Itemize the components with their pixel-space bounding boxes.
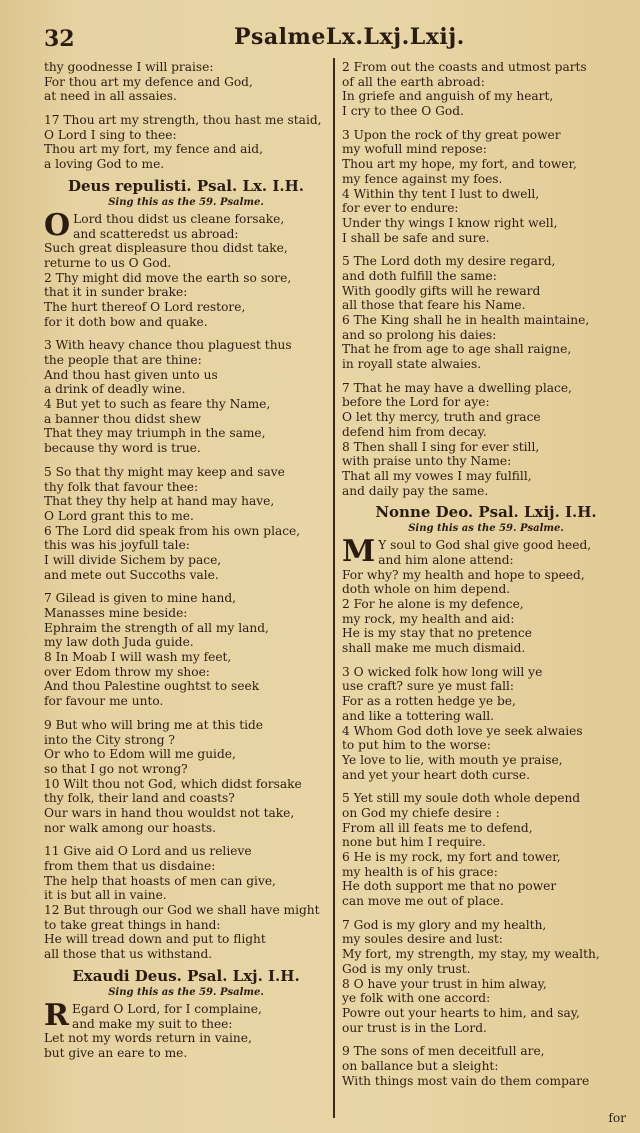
- verse-line: [44, 665, 328, 680]
- verse-line: [342, 298, 630, 313]
- verse-line: [44, 859, 328, 874]
- verse-text: of all the earth abroad:: [342, 74, 485, 89]
- verse-line: [44, 918, 328, 933]
- verse-line: [342, 1021, 630, 1036]
- verse-text: Powre out your hearts to him, and say,: [342, 1005, 580, 1020]
- verse-text: our trust is in the Lord.: [342, 1020, 487, 1035]
- verse-text: That he from age to age shall raigne,: [342, 342, 572, 357]
- verse-line: [342, 425, 630, 440]
- stanza-gap: [44, 329, 328, 338]
- verse-text: 8 In Moab I will wash my feet,: [44, 650, 232, 665]
- verse-line: [342, 410, 630, 425]
- verse-text: 3 With heavy chance thou plaguest thus: [44, 338, 292, 353]
- verse-text: thy folk that favour thee:: [44, 479, 199, 494]
- verse-text: my health is of his grace:: [342, 864, 498, 879]
- verse-text: defend him from decay.: [342, 424, 487, 439]
- verse-text: but give an eare to me.: [44, 1045, 188, 1060]
- verse-text: And thou hast given unto us: [44, 367, 218, 382]
- stanza-gap: [44, 104, 328, 113]
- verse-line: [342, 724, 630, 739]
- verse-line: [342, 806, 630, 821]
- verse-text: before the Lord for aye:: [342, 395, 490, 410]
- verse-line: [44, 844, 328, 859]
- verse-text: shall make me much dismaid.: [342, 641, 526, 656]
- verse-line: [44, 465, 328, 480]
- verse-line: [44, 509, 328, 524]
- verse-text: 6 He is my rock, my fort and tower,: [342, 850, 561, 864]
- verse-text: 11 Give aid O Lord and us relieve: [44, 844, 252, 859]
- verse-line: [44, 157, 328, 172]
- verse-line: [342, 977, 630, 992]
- stanza-gap: [342, 119, 630, 128]
- verse-line: [342, 991, 630, 1006]
- verse-line: [342, 835, 630, 850]
- verse-text: The hurt thereof O Lord restore,: [44, 299, 246, 314]
- verse-line: [44, 947, 328, 962]
- verse-text: my wofull mind repose:: [342, 142, 487, 157]
- psalm-title: Deus repulisti. Psal. Lx. I.H.: [67, 176, 305, 195]
- verse-text: that it in sunder brake:: [44, 285, 188, 300]
- verse-text: and make my suit to thee:: [71, 1016, 233, 1031]
- verse-text: With goodly gifts will he reward: [342, 283, 541, 298]
- stanza-gap: [44, 709, 328, 718]
- verse-line: [342, 216, 630, 231]
- page-header: [44, 20, 624, 56]
- stanza-gap: [342, 1035, 630, 1044]
- verse-text: 8 Then shall I sing for ever still,: [342, 439, 540, 454]
- verse-text: From all ill feats me to defend,: [342, 820, 533, 835]
- verse-line: [44, 241, 328, 256]
- verse-line: [342, 641, 630, 656]
- column-divider: [333, 58, 335, 1118]
- verse-line: [44, 412, 328, 427]
- drop-capital: O: [44, 207, 71, 243]
- verse-line: [44, 128, 328, 143]
- verse-text: Ye love to lie, with mouth ye praise,: [342, 752, 563, 767]
- verse-line: [342, 342, 630, 357]
- stanza-gap: [342, 656, 630, 665]
- verse-line: [44, 791, 328, 806]
- verse-line: [44, 256, 328, 271]
- verse-text: 17 Thou art my strength, thou hast me staid,: [44, 113, 322, 128]
- verse-text: 6 The King shall he in health maintaine,: [342, 313, 590, 327]
- verse-text: and like a tottering wall.: [342, 708, 495, 723]
- verse-line: [342, 768, 630, 783]
- verse-text: in royall state alwaies.: [342, 357, 482, 372]
- verse-line: [342, 879, 630, 894]
- verse-text: Thou art my fort, my fence and aid,: [44, 142, 263, 157]
- stanza-gap: [342, 909, 630, 918]
- verse-line: [342, 440, 630, 455]
- verse-text: and mete out Succoths vale.: [44, 567, 219, 582]
- verse-text: O Lord grant this to me.: [44, 508, 194, 523]
- right-column: [342, 60, 630, 1088]
- verse-text: 7 Gilead is given to mine hand,: [44, 591, 237, 606]
- verse-line: [44, 650, 328, 665]
- verse-line: [342, 597, 630, 612]
- verse-line: [44, 762, 328, 777]
- verse-line: [44, 271, 328, 286]
- stanza-gap: [342, 782, 630, 791]
- verse-text: all those that us withstand.: [44, 947, 213, 962]
- tune-direction: Sing this as the 59. Psalme.: [408, 523, 564, 535]
- verse-line: [342, 201, 630, 216]
- verse-text: 5 Yet still my soule doth whole depend: [342, 791, 581, 806]
- verse-text: My fort, my strength, my stay, my wealth,: [342, 947, 600, 962]
- verse-text: my soules desire and lust:: [342, 932, 503, 947]
- verse-text: ye folk with one accord:: [342, 991, 491, 1006]
- verse-line: [342, 142, 630, 157]
- verse-text: I will divide Sichem by pace,: [44, 552, 222, 567]
- verse-line: [342, 821, 630, 836]
- verse-text: 7 God is my glory and my health,: [342, 917, 547, 932]
- verse-text: 3 Upon the rock of thy great power: [342, 127, 561, 142]
- verse-text: the people that are thine:: [44, 353, 202, 367]
- verse-line: [342, 1059, 630, 1074]
- verse-text: my rock, my health and aid:: [342, 611, 515, 626]
- verse-line: [342, 269, 630, 284]
- verse-text: with praise unto thy Name:: [342, 454, 512, 469]
- stanza-gap: [44, 456, 328, 465]
- verse-line: [44, 524, 328, 539]
- verse-text: doth whole on him depend.: [342, 582, 511, 597]
- verse-text: I shall be safe and sure.: [342, 230, 490, 245]
- verse-text: I cry to thee O God.: [342, 104, 464, 119]
- verse-text: For why? my health and hope to speed,: [342, 567, 585, 582]
- verse-text: Under thy wings I know right well,: [342, 215, 558, 230]
- verse-text: He doth support me that no power: [342, 879, 557, 894]
- verse-text: For as a rotten hedge ye be,: [342, 694, 516, 709]
- verse-text: and doth fulfill the same:: [342, 268, 497, 283]
- verse-line: [342, 568, 630, 583]
- catchword: for: [608, 1111, 626, 1125]
- verse-line: [342, 381, 630, 396]
- verse-line: [44, 338, 328, 353]
- drop-capital: R: [44, 997, 69, 1033]
- verse-text: from them that us disdaine:: [44, 859, 216, 873]
- verse-line: [44, 441, 328, 456]
- verse-text: In griefe and anguish of my heart,: [342, 89, 554, 104]
- verse-line: [44, 821, 328, 836]
- verse-line: [44, 75, 328, 90]
- verse-text: With things most vain do them compare: [342, 1073, 590, 1088]
- verse-text: 4 But yet to such as feare thy Name,: [44, 397, 271, 412]
- verse-line: [342, 753, 630, 768]
- verse-text: and scatteredst us abroad:: [73, 226, 239, 241]
- verse-line: [342, 60, 630, 75]
- verse-line: [342, 89, 630, 104]
- verse-line: [44, 426, 328, 441]
- verse-text: all those that feare his Name.: [342, 298, 526, 313]
- verse-text: so that I go not wrong?: [44, 761, 188, 776]
- tune-direction: Sing this as the 59. Psalme.: [108, 196, 264, 208]
- verse-line: [342, 231, 630, 246]
- verse-line: [44, 553, 328, 568]
- verse-line: [44, 113, 328, 128]
- verse-line: [44, 368, 328, 383]
- verse-line: [342, 75, 630, 90]
- verse-line: [342, 395, 630, 410]
- verse-line: [342, 454, 630, 469]
- verse-text: Let not my words return in vaine,: [44, 1031, 252, 1046]
- verse-line: [44, 591, 328, 606]
- verse-text: and so prolong his daies:: [342, 327, 497, 342]
- verse-line: [44, 538, 328, 553]
- psalm-title: Exaudi Deus. Psal. Lxj. I.H.: [72, 966, 300, 985]
- running-head: PsalmeLx.Lxj.Lxij.: [234, 24, 465, 50]
- verse-text: returne to us O God.: [44, 255, 172, 270]
- verse-text: 2 Thy might did move the earth so sore,: [44, 270, 292, 285]
- verse-line: [44, 888, 328, 903]
- verse-line: [44, 932, 328, 947]
- verse-line: [342, 1074, 630, 1089]
- verse-line: [342, 1044, 630, 1059]
- verse-line: [44, 694, 328, 709]
- verse-text: because thy word is true.: [44, 441, 201, 456]
- verse-line: [342, 1006, 630, 1021]
- verse-line: [342, 679, 630, 694]
- tune-direction: Sing this as the 59. Psalme.: [108, 986, 264, 998]
- verse-line: [44, 1017, 328, 1032]
- verse-text: 6 The Lord did speak from his own place,: [44, 523, 301, 538]
- psalm-title: Nonne Deo. Psal. Lxij. I.H.: [375, 503, 597, 522]
- verse-text: nor walk among our hoasts.: [44, 820, 217, 835]
- verse-line: [342, 694, 630, 709]
- verse-line: [44, 1046, 328, 1061]
- verse-text: use craft? sure ye must fall:: [342, 679, 515, 694]
- stanza-gap: [44, 835, 328, 844]
- verse-line: [342, 738, 630, 753]
- verse-line: [342, 850, 630, 865]
- verse-text: God is my only trust.: [342, 961, 471, 976]
- stanza-gap: [342, 245, 630, 254]
- verse-text: thy folk, their land and coasts?: [44, 791, 235, 806]
- verse-text: 9 But who will bring me at this tide: [44, 717, 264, 732]
- verse-line: [44, 718, 328, 733]
- verse-text: Y soul to God shal give good heed,: [378, 538, 592, 553]
- verse-line: [44, 315, 328, 330]
- verse-text: Our wars in hand thou wouldst not take,: [44, 805, 295, 820]
- stanza-gap: [44, 582, 328, 591]
- verse-text: 8 O have your trust in him alway,: [342, 976, 547, 991]
- verse-line: [44, 568, 328, 583]
- verse-text: Thou art my hope, my fort, and tower,: [342, 157, 577, 172]
- verse-text: 4 Whom God doth love ye seek alwaies: [342, 723, 583, 738]
- verse-line: [44, 480, 328, 495]
- verse-text: The help that hoasts of men can give,: [44, 873, 276, 888]
- verse-text: Lord thou didst us cleane forsake,: [73, 211, 285, 226]
- verse-text: on God my chiefe desire :: [342, 805, 500, 820]
- verse-text: He will tread down and put to flight: [44, 932, 266, 947]
- verse-text: 7 That he may have a dwelling place,: [342, 380, 572, 395]
- verse-line: [342, 284, 630, 299]
- verse-line: [342, 172, 630, 187]
- verse-line: [342, 612, 630, 627]
- verse-text: for it doth bow and quake.: [44, 314, 208, 329]
- verse-line: [342, 157, 630, 172]
- verse-line: [342, 665, 630, 680]
- verse-line: [44, 733, 328, 748]
- verse-text: 5 So that thy might may keep and save: [44, 464, 285, 479]
- drop-capital: M: [342, 534, 376, 570]
- verse-line: [342, 128, 630, 143]
- verse-line: [342, 313, 630, 328]
- verse-text: 9 The sons of men deceitfull are,: [342, 1044, 545, 1059]
- verse-line: [44, 806, 328, 821]
- verse-text: none but him I require.: [342, 835, 486, 850]
- verse-line: [44, 60, 328, 75]
- verse-text: 2 For he alone is my defence,: [342, 597, 524, 611]
- verse-text: He is my stay that no pretence: [342, 626, 532, 641]
- verse-text: to take great things in hand:: [44, 917, 221, 932]
- verse-text: Manasses mine beside:: [44, 606, 188, 620]
- verse-text: For thou art my defence and God,: [44, 74, 253, 89]
- verse-line: [342, 962, 630, 977]
- verse-text: for ever to endure:: [342, 201, 459, 216]
- verse-line: [342, 469, 630, 484]
- verse-text: 2 From out the coasts and utmost parts: [342, 60, 587, 74]
- verse-line: [44, 1031, 328, 1046]
- verse-line: [44, 621, 328, 636]
- verse-text: it is but all in vaine.: [44, 888, 167, 903]
- verse-line: [44, 777, 328, 792]
- verse-text: Egard O Lord, for I complaine,: [71, 1001, 262, 1016]
- verse-line: [44, 353, 328, 368]
- verse-text: 12 But through our God we shall have might: [44, 903, 320, 918]
- verse-line: [44, 606, 328, 621]
- verse-text: That they thy help at hand may have,: [44, 494, 275, 509]
- page-number: 32: [44, 26, 75, 52]
- verse-text: Or who to Edom will me guide,: [44, 747, 236, 762]
- verse-line: [342, 894, 630, 909]
- verse-text: my law doth Juda guide.: [44, 635, 194, 650]
- verse-line: [342, 357, 630, 372]
- verse-text: a drink of deadly wine.: [44, 382, 186, 397]
- verse-line: [342, 484, 630, 499]
- verse-text: can move me out of place.: [342, 894, 504, 909]
- verse-line: [342, 553, 630, 568]
- verse-text: at need in all assaies.: [44, 89, 177, 104]
- verse-text: 10 Wilt thou not God, which didst forsake: [44, 776, 302, 791]
- verse-line: [44, 142, 328, 157]
- verse-text: 5 The Lord doth my desire regard,: [342, 254, 556, 269]
- verse-text: and daily pay the same.: [342, 483, 489, 498]
- verse-line: [342, 187, 630, 202]
- verse-line: [44, 227, 328, 242]
- verse-text: That they may triumph in the same,: [44, 426, 266, 441]
- verse-line: [342, 328, 630, 343]
- left-column: [44, 60, 328, 1061]
- verse-line: [342, 947, 630, 962]
- verse-line: [342, 626, 630, 641]
- verse-text: a loving God to me.: [44, 157, 165, 172]
- verse-line: [342, 791, 630, 806]
- verse-line: [44, 874, 328, 889]
- verse-line: [342, 582, 630, 597]
- verse-text: O Lord I sing to thee:: [44, 127, 177, 142]
- verse-text: a banner thou didst shew: [44, 411, 201, 426]
- verse-line: [44, 382, 328, 397]
- verse-line: [44, 285, 328, 300]
- verse-line: [44, 300, 328, 315]
- verse-text: for favour me unto.: [44, 694, 164, 709]
- verse-line: [342, 865, 630, 880]
- verse-text: Such great displeasure thou didst take,: [44, 241, 288, 256]
- verse-text: 3 O wicked folk how long will ye: [342, 664, 543, 679]
- verse-text: thy goodnesse I will praise:: [44, 60, 214, 74]
- verse-line: [44, 397, 328, 412]
- verse-text: my fence against my foes.: [342, 171, 503, 186]
- verse-line: [342, 104, 630, 119]
- verse-text: and yet your heart doth curse.: [342, 767, 530, 782]
- verse-text: this was his joyfull tale:: [44, 538, 190, 553]
- verse-text: to put him to the worse:: [342, 738, 491, 753]
- verse-text: That all my vowes I may fulfill,: [342, 468, 532, 483]
- verse-line: [44, 747, 328, 762]
- verse-text: into the City strong ?: [44, 732, 175, 747]
- verse-text: And thou Palestine oughtst to seek: [44, 679, 260, 694]
- verse-line: [44, 903, 328, 918]
- verse-line: [342, 918, 630, 933]
- verse-line: [44, 635, 328, 650]
- verse-line: [342, 254, 630, 269]
- verse-line: [44, 89, 328, 104]
- verse-line: [342, 709, 630, 724]
- verse-line: [44, 494, 328, 509]
- verse-text: and him alone attend:: [378, 552, 514, 567]
- verse-text: 4 Within thy tent I lust to dwell,: [342, 186, 540, 201]
- verse-line: [44, 679, 328, 694]
- stanza-gap: [342, 372, 630, 381]
- verse-text: on ballance but a sleight:: [342, 1058, 499, 1073]
- verse-text: Ephraim the strength of all my land,: [44, 620, 269, 635]
- verse-text: over Edom throw my shoe:: [44, 664, 210, 679]
- verse-line: [342, 932, 630, 947]
- verse-text: O let thy mercy, truth and grace: [342, 410, 541, 425]
